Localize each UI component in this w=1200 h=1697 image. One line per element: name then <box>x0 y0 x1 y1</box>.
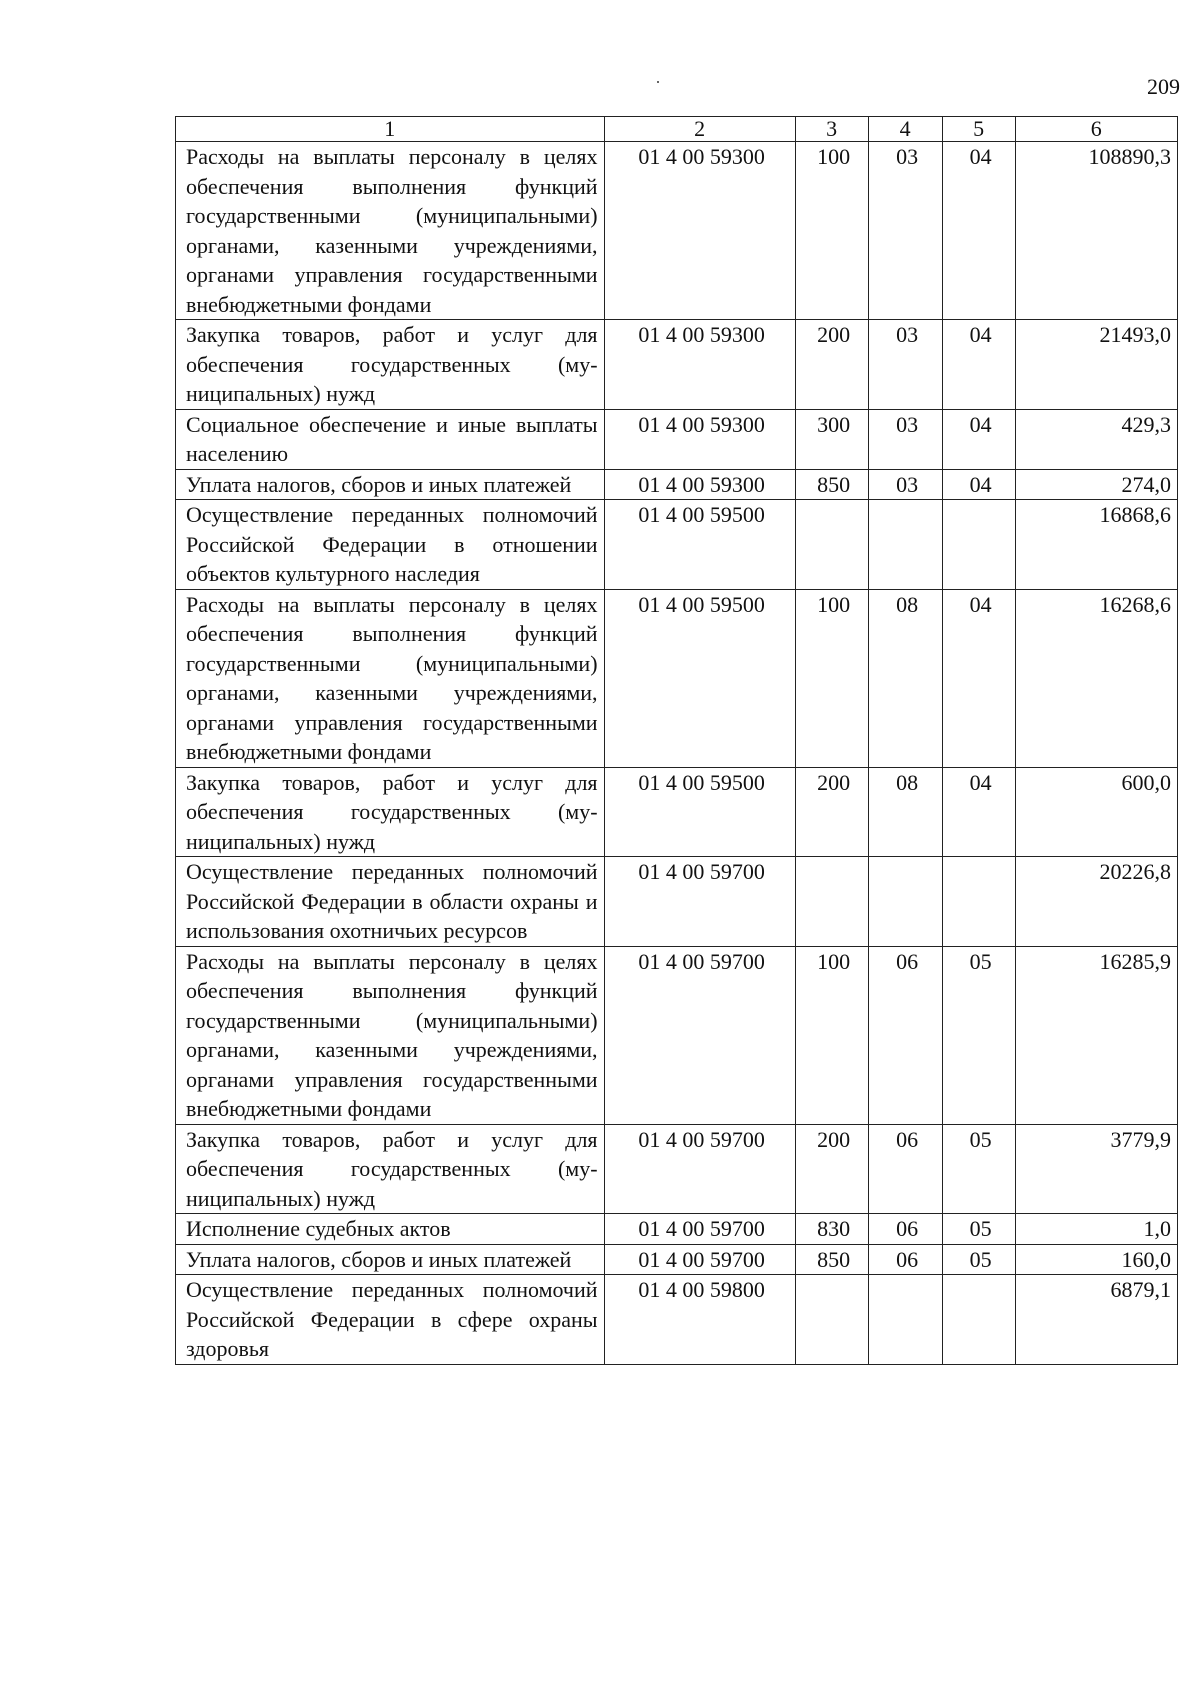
cell-amount: 429,3 <box>1015 409 1177 469</box>
cell-expense-name: Закупка товаров, работ и услуг для обеспечения государственных (муниципальных) нужд <box>176 767 605 857</box>
cell-expense-name: Осуществление переданных полномочий Российской Федерации в области охраны и использования охотничьих ресурсов <box>176 857 605 947</box>
cell-section <box>868 857 942 947</box>
cell-subsection: 04 <box>942 409 1015 469</box>
table-row <box>176 409 1178 469</box>
cell-expense-type <box>795 857 868 947</box>
cell-expense-type: 850 <box>795 1244 868 1275</box>
table-row <box>176 946 1178 1124</box>
cell-subsection <box>942 1275 1015 1365</box>
cell-subsection <box>942 857 1015 947</box>
cell-expense-type: 200 <box>795 767 868 857</box>
cell-expense-name: Расходы на выплаты персоналу в целях обеспечения выполнения функций государственными (муниципальными) органами, казенными учреждениями, органами управления государственными внебюджетными фондами <box>176 946 605 1124</box>
cell-target-article: 01 4 00 59700 <box>604 1124 795 1214</box>
cell-section: 06 <box>868 1124 942 1214</box>
budget-table <box>175 116 1178 1365</box>
cell-expense-type: 100 <box>795 946 868 1124</box>
cell-target-article: 01 4 00 59300 <box>604 409 795 469</box>
cell-target-article: 01 4 00 59300 <box>604 469 795 500</box>
column-header-rz: 4 <box>868 117 942 142</box>
cell-expense-type: 200 <box>795 320 868 410</box>
column-header-name: 1 <box>176 117 605 142</box>
page-number: 209 <box>1147 74 1180 99</box>
cell-subsection: 05 <box>942 946 1015 1124</box>
cell-subsection: 04 <box>942 589 1015 767</box>
cell-expense-name: Осуществление переданных полномочий Российской Федерации в отношении объектов культурного наследия <box>176 500 605 590</box>
cell-section <box>868 500 942 590</box>
cell-expense-type: 850 <box>795 469 868 500</box>
cell-subsection: 04 <box>942 767 1015 857</box>
cell-section: 03 <box>868 142 942 320</box>
column-header-prz: 5 <box>942 117 1015 142</box>
table-row <box>176 857 1178 947</box>
cell-subsection: 04 <box>942 320 1015 410</box>
cell-expense-name: Расходы на выплаты персоналу в целях обеспечения выполнения функций государственными (муниципальными) органами, казенными учреждениями, органами управления государственными внебюджетными фондами <box>176 589 605 767</box>
cell-expense-name: Уплата налогов, сборов и иных платежей <box>176 469 605 500</box>
table-row <box>176 1244 1178 1275</box>
cell-section: 03 <box>868 409 942 469</box>
cell-expense-type: 100 <box>795 589 868 767</box>
table-row <box>176 320 1178 410</box>
cell-target-article: 01 4 00 59700 <box>604 857 795 947</box>
cell-section: 06 <box>868 1244 942 1275</box>
column-header-csr: 2 <box>604 117 795 142</box>
cell-expense-type <box>795 500 868 590</box>
table-row <box>176 469 1178 500</box>
table-row <box>176 1124 1178 1214</box>
cell-subsection: 04 <box>942 142 1015 320</box>
cell-section: 06 <box>868 1214 942 1245</box>
cell-expense-name: Расходы на выплаты персоналу в целях обеспечения выполнения функций государственными (муниципальными) органами, казенными учреждениями, органами управления государственными внебюджетными фондами <box>176 142 605 320</box>
column-header-vr: 3 <box>795 117 868 142</box>
table-row <box>176 142 1178 320</box>
cell-target-article: 01 4 00 59700 <box>604 1214 795 1245</box>
cell-section: 08 <box>868 767 942 857</box>
cell-amount: 16285,9 <box>1015 946 1177 1124</box>
cell-amount: 21493,0 <box>1015 320 1177 410</box>
cell-section: 08 <box>868 589 942 767</box>
cell-expense-name: Закупка товаров, работ и услуг для обеспечения государственных (муниципальных) нужд <box>176 320 605 410</box>
cell-expense-type: 830 <box>795 1214 868 1245</box>
cell-target-article: 01 4 00 59800 <box>604 1275 795 1365</box>
cell-amount: 3779,9 <box>1015 1124 1177 1214</box>
cell-target-article: 01 4 00 59300 <box>604 142 795 320</box>
cell-amount: 160,0 <box>1015 1244 1177 1275</box>
table-row <box>176 500 1178 590</box>
cell-target-article: 01 4 00 59500 <box>604 767 795 857</box>
column-header-amount: 6 <box>1015 117 1177 142</box>
table-row <box>176 767 1178 857</box>
cell-amount: 6879,1 <box>1015 1275 1177 1365</box>
cell-expense-type: 300 <box>795 409 868 469</box>
table-header-row <box>176 117 1178 142</box>
scan-artifact-dot <box>657 81 659 83</box>
cell-target-article: 01 4 00 59500 <box>604 500 795 590</box>
cell-section: 06 <box>868 946 942 1124</box>
cell-amount: 108890,3 <box>1015 142 1177 320</box>
cell-expense-name: Осуществление переданных полномочий Российской Федерации в сфере охраны здоровья <box>176 1275 605 1365</box>
cell-amount: 16268,6 <box>1015 589 1177 767</box>
cell-subsection: 04 <box>942 469 1015 500</box>
cell-target-article: 01 4 00 59300 <box>604 320 795 410</box>
cell-expense-name: Закупка товаров, работ и услуг для обеспечения государственных (муниципальных) нужд <box>176 1124 605 1214</box>
cell-subsection <box>942 500 1015 590</box>
cell-amount: 20226,8 <box>1015 857 1177 947</box>
cell-subsection: 05 <box>942 1244 1015 1275</box>
table-row <box>176 1214 1178 1245</box>
cell-expense-type: 100 <box>795 142 868 320</box>
cell-amount: 274,0 <box>1015 469 1177 500</box>
cell-section: 03 <box>868 469 942 500</box>
cell-target-article: 01 4 00 59700 <box>604 946 795 1124</box>
cell-subsection: 05 <box>942 1214 1015 1245</box>
cell-target-article: 01 4 00 59700 <box>604 1244 795 1275</box>
cell-section <box>868 1275 942 1365</box>
table-row <box>176 1275 1178 1365</box>
cell-expense-name: Социальное обеспечение и иные выплаты населению <box>176 409 605 469</box>
cell-section: 03 <box>868 320 942 410</box>
cell-expense-type: 200 <box>795 1124 868 1214</box>
cell-amount: 16868,6 <box>1015 500 1177 590</box>
cell-subsection: 05 <box>942 1124 1015 1214</box>
cell-expense-name: Исполнение судебных актов <box>176 1214 605 1245</box>
cell-amount: 600,0 <box>1015 767 1177 857</box>
table-row <box>176 589 1178 767</box>
cell-expense-name: Уплата налогов, сборов и иных платежей <box>176 1244 605 1275</box>
cell-amount: 1,0 <box>1015 1214 1177 1245</box>
cell-expense-type <box>795 1275 868 1365</box>
cell-target-article: 01 4 00 59500 <box>604 589 795 767</box>
